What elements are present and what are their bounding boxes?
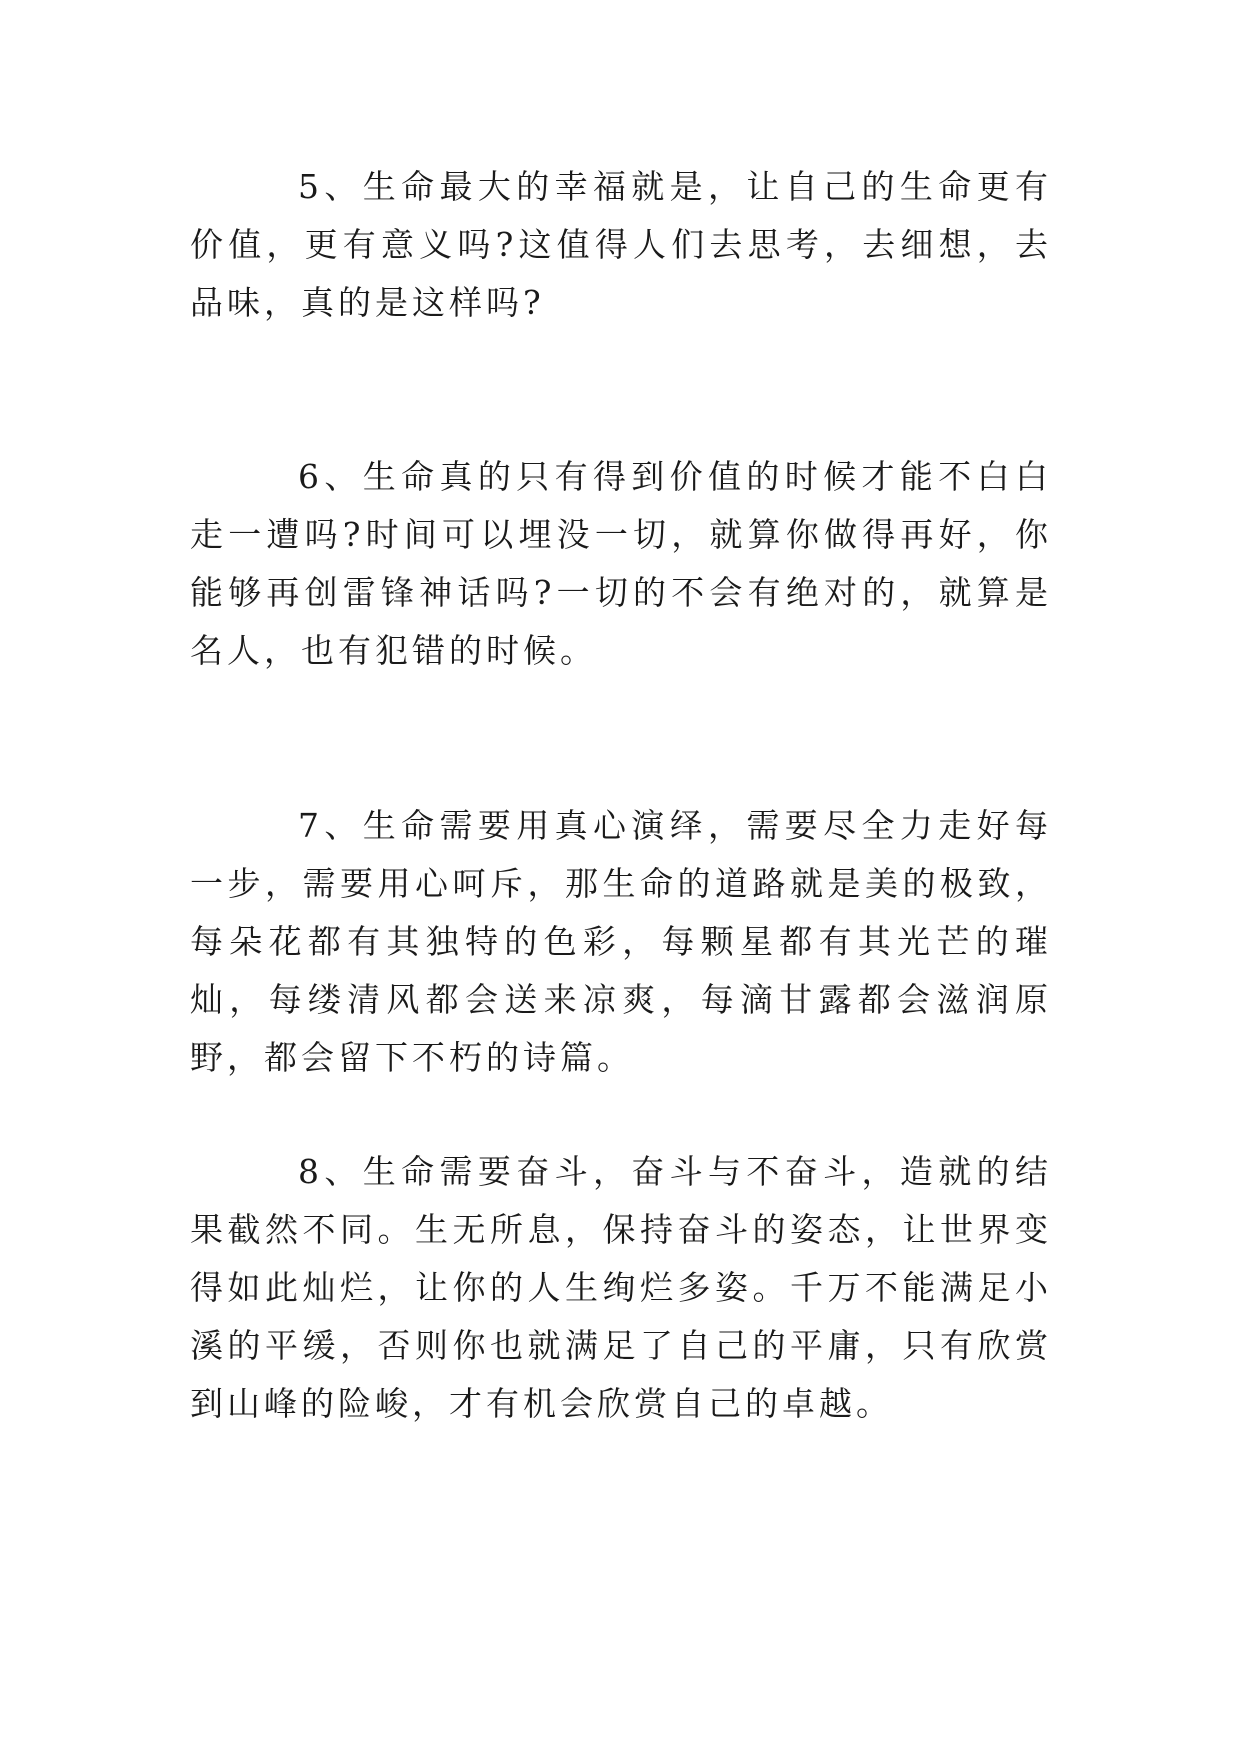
paragraph-6: 6、生命真的只有得到价值的时候才能不白白走一遭吗?时间可以埋没一切，就算你做得再好，你能够再创雷锋神话吗?一切的不会有绝对的，就算是名人，也有犯错的时候。: [190, 457, 1052, 670]
paragraph-8: 8、生命需要奋斗，奋斗与不奋斗，造就的结果截然不同。生无所息，保持奋斗的姿态，让世界变得如此灿烂，让你的人生绚烂多姿。千万不能满足小溪的平缓，否则你也就满足了自己的平庸，只有欣赏到山峰的险峻，才有机会欣赏自己的卓越。: [190, 1152, 1052, 1423]
paragraph-5: 5、生命最大的幸福就是，让自己的生命更有价值，更有意义吗?这值得人们去思考，去细想，去品味，真的是这样吗?: [190, 167, 1052, 322]
paragraph-7: 7、生命需要用真心演绎，需要尽全力走好每一步，需要用心呵斥，那生命的道路就是美的极致，每朵花都有其独特的色彩，每颗星都有其光芒的璀灿，每缕清风都会送来凉爽，每滴甘露都会滋润原野，都会留下不朽的诗篇。: [190, 806, 1052, 1077]
